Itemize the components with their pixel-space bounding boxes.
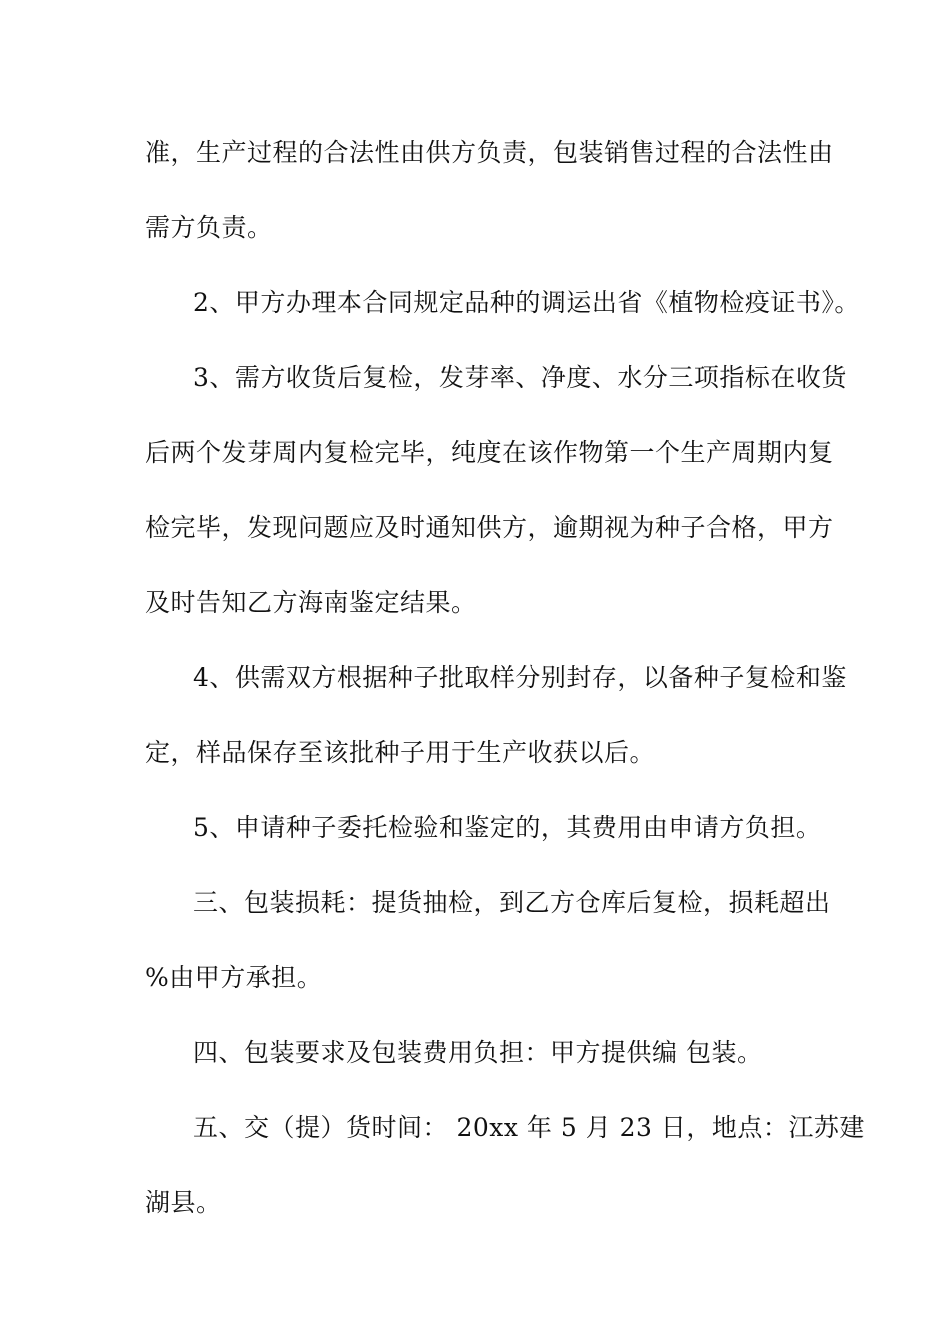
text-line: 需方负责。 [145,213,273,242]
text-line: 四、包装要求及包装费用负担：甲方提供编 包装。 [193,1038,763,1067]
text-line: 定，样品保存至该批种子用于生产收获以后。 [145,738,656,767]
text-line: 准，生产过程的合法性由供方负责，包装销售过程的合法性由 [145,138,834,167]
text-line: 后两个发芽周内复检完毕，纯度在该作物第一个生产周期内复 [145,438,834,467]
text-line: 检完毕，发现问题应及时通知供方，逾期视为种子合格，甲方 [145,513,834,542]
text-line: 及时告知乙方海南鉴定结果。 [145,588,477,617]
text-line: 五、交（提）货时间： 20xx 年 5 月 23 日，地点：江苏建 [193,1113,865,1142]
text-line: %由甲方承担。 [145,963,323,992]
text-line: 3、需方收货后复检，发芽率、净度、水分三项指标在收货 [193,363,847,392]
text-line: 三、包装损耗：提货抽检，到乙方仓库后复检，损耗超出 [193,888,831,917]
text-line: 湖县。 [145,1188,222,1217]
text-line: 5、申请种子委托检验和鉴定的，其费用由申请方负担。 [193,813,822,842]
text-line: 4、供需双方根据种子批取样分别封存，以备种子复检和鉴 [193,663,847,692]
text-line: 2、甲方办理本合同规定品种的调运出省《植物检疫证书》。 [193,288,860,317]
